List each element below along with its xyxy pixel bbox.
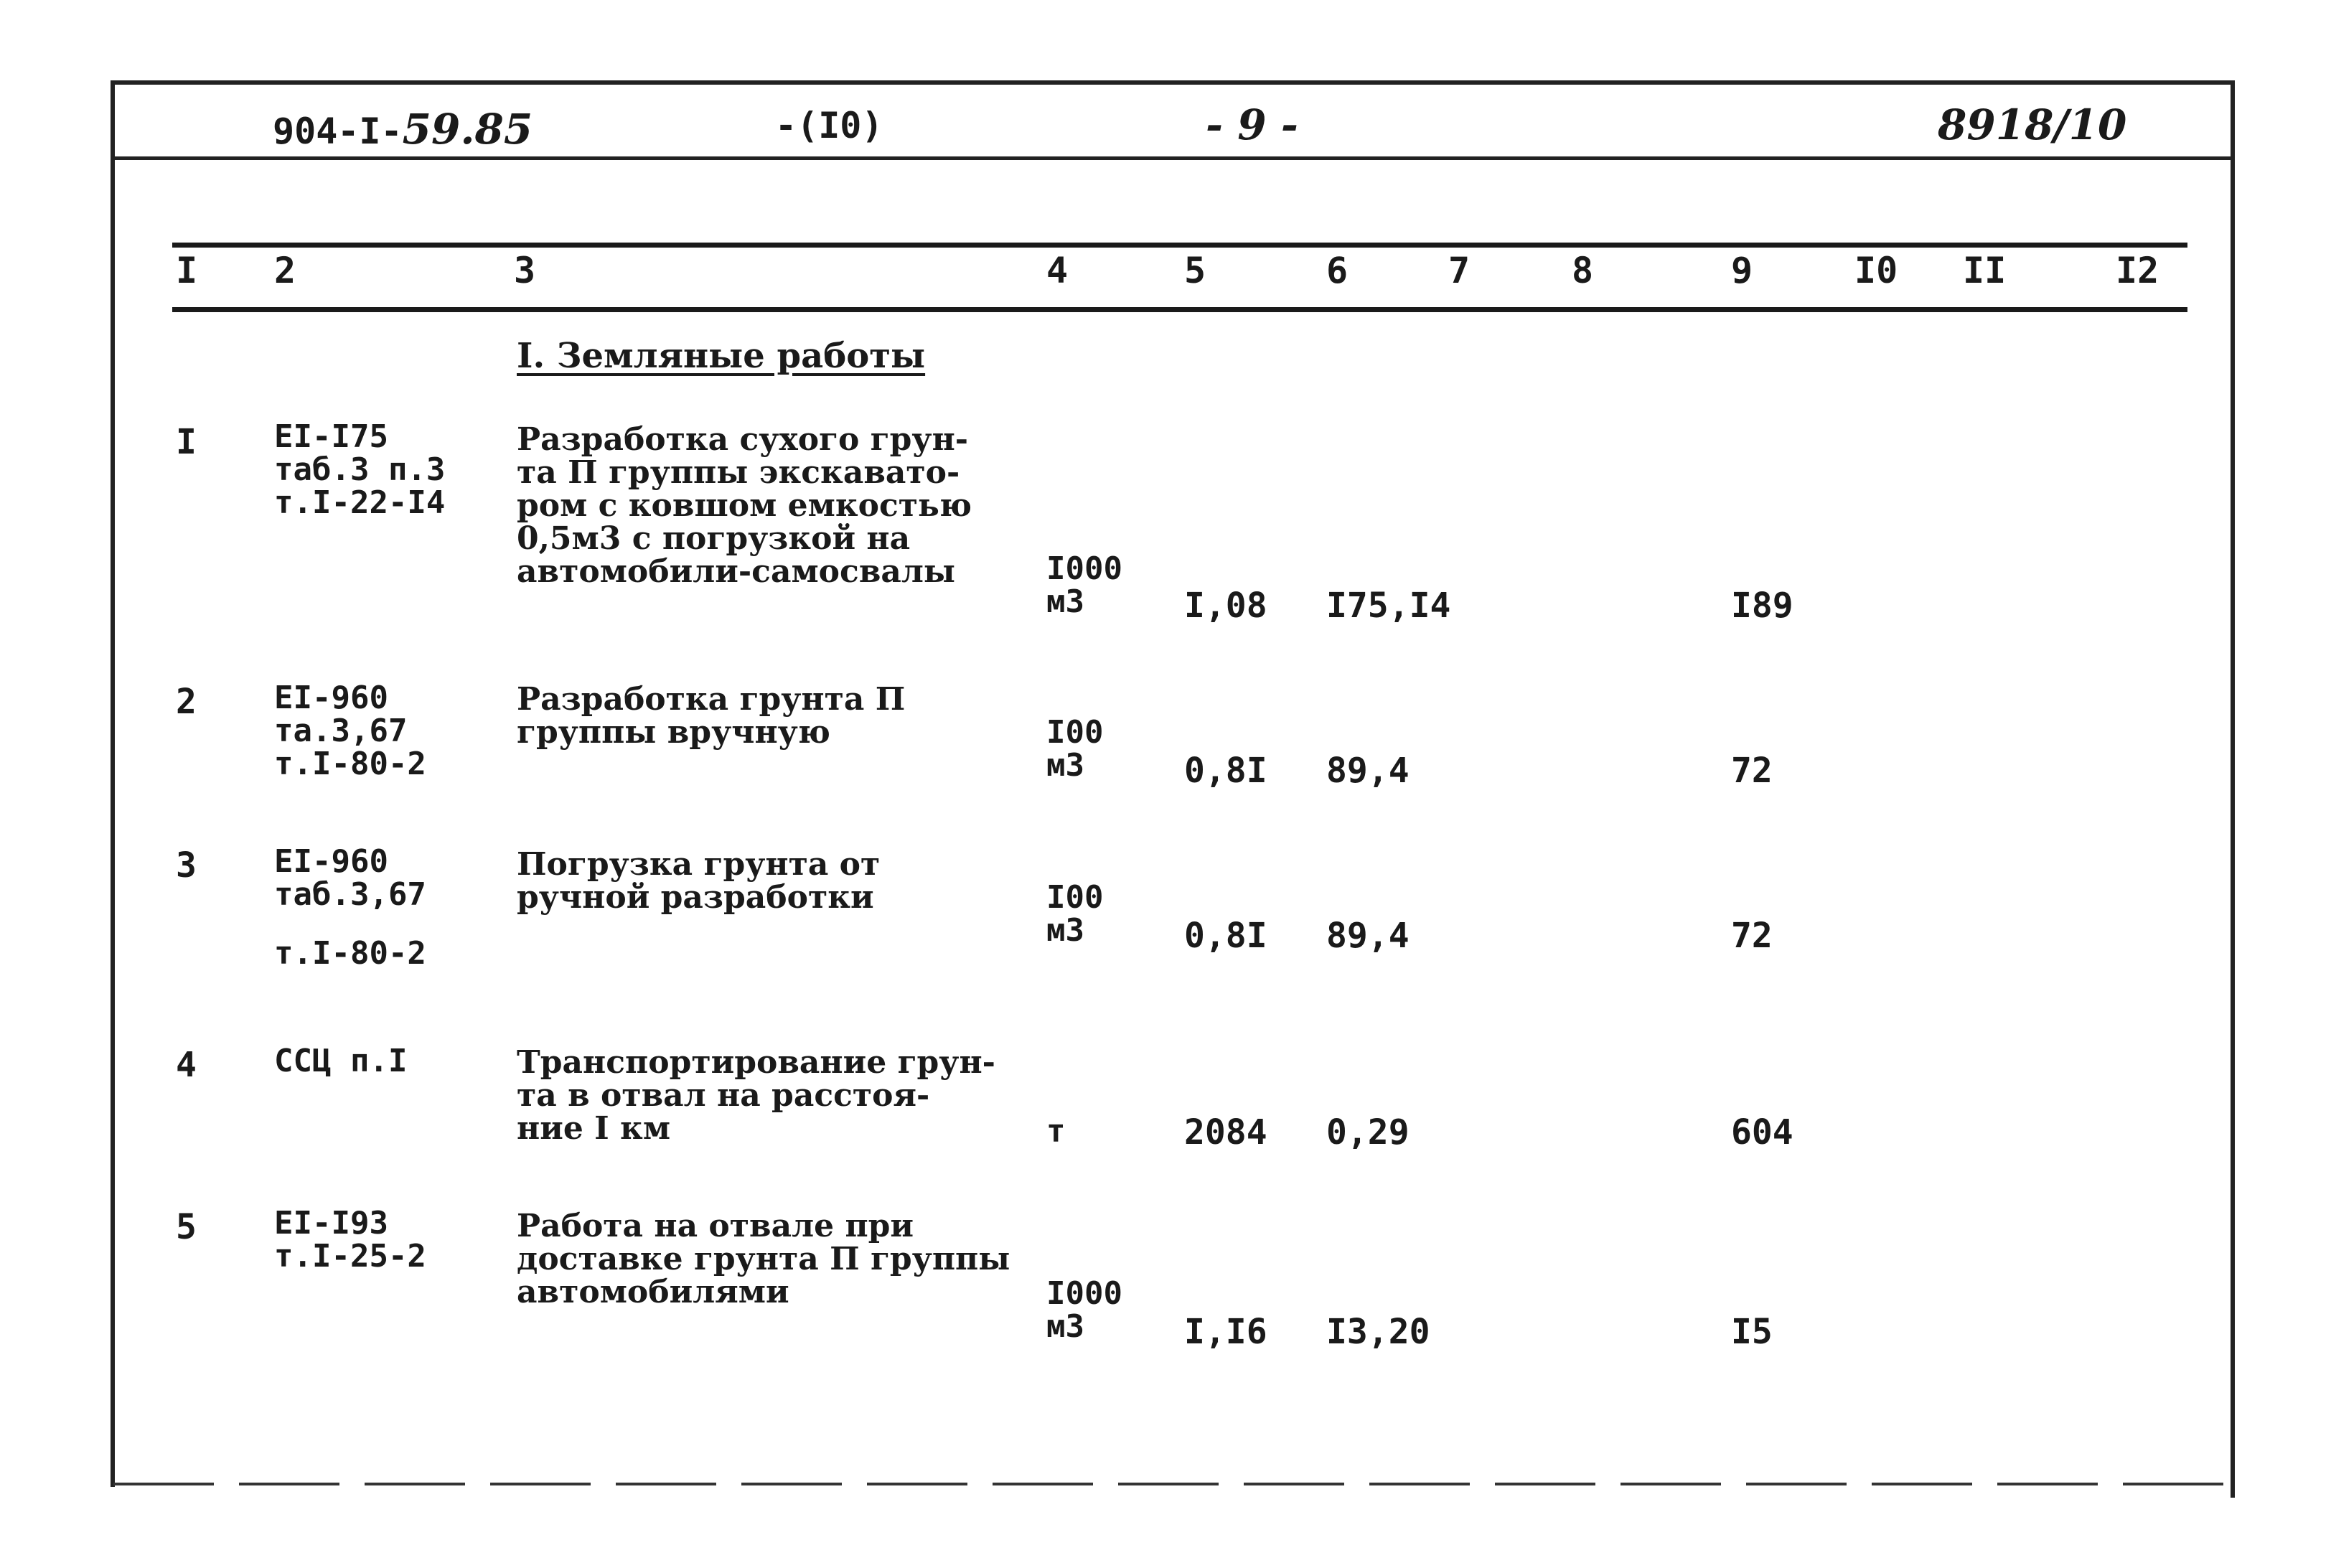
- norm-code: ССЦ п.I: [274, 1043, 408, 1079]
- frame-right-border: [2231, 80, 2235, 1498]
- work-description: Погрузка грунта от ручной разработки: [517, 846, 881, 916]
- quantity: 0,8I: [1184, 751, 1267, 791]
- norm-code: EI-960 таб.3,67 т.I-80-2: [274, 843, 426, 972]
- row-number: 3: [176, 845, 197, 886]
- archive-number: 8918/10: [1938, 100, 2127, 149]
- total-cost: I5: [1731, 1312, 1773, 1352]
- quantity: 2084: [1184, 1112, 1267, 1152]
- column-number-5: 5: [1184, 250, 1206, 291]
- norm-code: EI-I75 таб.3 п.3 т.I-22-I4: [274, 418, 446, 521]
- unit-of-measure: I000 м3: [1046, 1275, 1122, 1345]
- unit-price: I75,I4: [1326, 586, 1451, 626]
- column-number-7: 7: [1448, 250, 1471, 291]
- page-number: - 9 -: [1206, 100, 1298, 149]
- table-header-rule: [172, 307, 2187, 312]
- total-cost: 72: [1731, 751, 1773, 791]
- quantity: I,08: [1184, 586, 1267, 626]
- column-number-9: 9: [1731, 250, 1753, 291]
- total-cost: 72: [1731, 916, 1773, 956]
- quantity: 0,8I: [1184, 916, 1267, 956]
- total-cost: 604: [1731, 1112, 1793, 1152]
- sheet-reference: -(I0): [775, 105, 883, 146]
- row-number: 4: [176, 1045, 197, 1085]
- unit-price: I3,20: [1326, 1312, 1430, 1352]
- work-description: Работа на отвале при доставке грунта П группы автомобилями: [517, 1208, 1010, 1310]
- column-number-11: II: [1963, 250, 2007, 291]
- work-description: Транспортирование грун- та в отвал на расстоя- ние I км: [517, 1044, 995, 1147]
- row-number: 5: [176, 1207, 197, 1247]
- work-description: Разработка грунта П группы вручную: [517, 681, 906, 751]
- column-number-4: 4: [1046, 250, 1069, 291]
- unit-price: 89,4: [1326, 916, 1410, 956]
- frame-left-border: [111, 80, 115, 1487]
- column-number-12: I2: [2116, 250, 2159, 291]
- total-cost: I89: [1731, 586, 1793, 626]
- unit-price: 0,29: [1326, 1112, 1410, 1152]
- header-divider: [113, 156, 2232, 160]
- unit-of-measure: т: [1046, 1113, 1066, 1150]
- column-number-6: 6: [1326, 250, 1349, 291]
- column-number-8: 8: [1572, 250, 1594, 291]
- unit-of-measure: I00 м3: [1046, 714, 1104, 784]
- frame-bottom-border: [113, 1483, 2234, 1485]
- column-number-10: I0: [1854, 250, 1898, 291]
- row-number: 2: [176, 682, 197, 722]
- column-number-1: I: [176, 250, 198, 291]
- frame-top-border: [113, 80, 2234, 85]
- unit-of-measure: I000 м3: [1046, 550, 1122, 620]
- quantity: I,I6: [1184, 1312, 1267, 1352]
- unit-of-measure: I00 м3: [1046, 879, 1104, 949]
- column-number-2: 2: [274, 250, 296, 291]
- column-number-3: 3: [514, 250, 536, 291]
- unit-price: 89,4: [1326, 751, 1410, 791]
- row-number: I: [176, 422, 197, 462]
- document-code: 904-I-59.85: [273, 105, 533, 154]
- section-title: I. Земляные работы: [517, 336, 926, 376]
- table-top-rule: [172, 243, 2187, 248]
- work-description: Разработка сухого грун- та П группы экскавато- ром с ковшом емкостью 0,5м3 с погрузкой на автомобили-самосвалы: [517, 421, 972, 590]
- norm-code: EI-I93 т.I-25-2: [274, 1205, 426, 1274]
- norm-code: EI-960 та.3,67 т.I-80-2: [274, 680, 426, 782]
